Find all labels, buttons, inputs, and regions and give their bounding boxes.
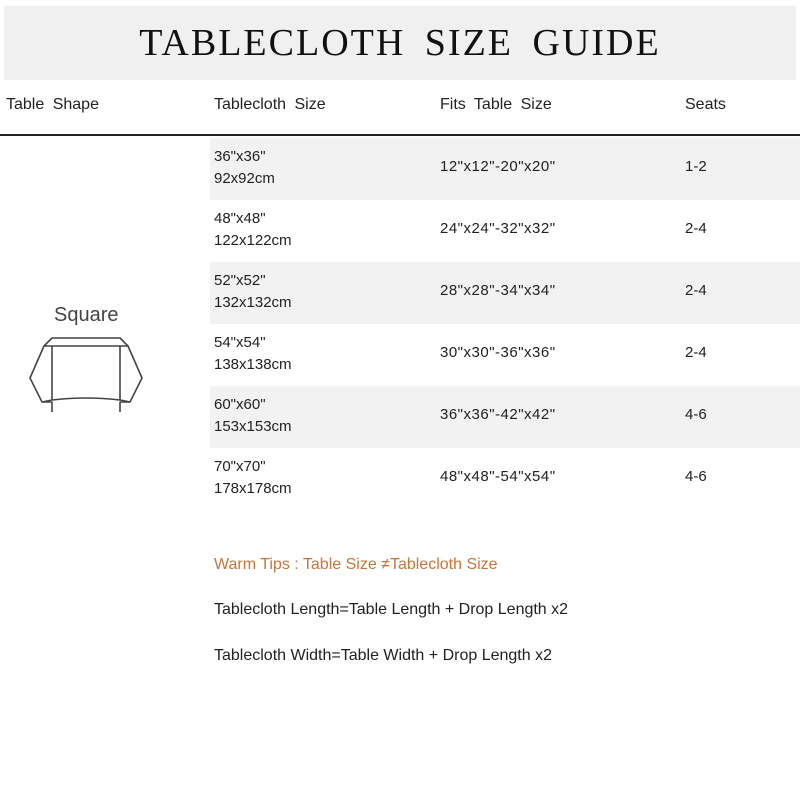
- header-seats: Seats: [685, 96, 726, 113]
- tablecloth-size-cell: [214, 208, 292, 252]
- size-cm: 132x132cm: [214, 294, 292, 311]
- size-inches: 70"x70": [214, 458, 266, 475]
- warm-tip: Warm Tips : Table Size ≠Tablecloth Size: [214, 556, 498, 573]
- seats-cell: 2-4: [685, 344, 707, 361]
- size-inches: 52"x52": [214, 272, 266, 289]
- seats-cell: 4-6: [685, 406, 707, 423]
- fits-table-size-cell: 12"x12"-20"x20": [440, 158, 556, 175]
- tablecloth-size-cell: [214, 394, 292, 438]
- seats-cell: 2-4: [685, 220, 707, 237]
- table-row: [210, 386, 800, 448]
- size-cm: 92x92cm: [214, 170, 275, 187]
- header-divider: [0, 134, 800, 136]
- size-cm: 122x122cm: [214, 232, 292, 249]
- fits-table-size-cell: 30"x30"-36"x36": [440, 344, 556, 361]
- header-tablecloth-size: Tablecloth Size: [214, 96, 326, 113]
- fits-table-size-cell: 36"x36"-42"x42": [440, 406, 556, 423]
- size-inches: 48"x48": [214, 210, 266, 227]
- seats-cell: 1-2: [685, 158, 707, 175]
- header-fits-table-size: Fits Table Size: [440, 96, 552, 113]
- tablecloth-size-cell: [214, 332, 292, 376]
- table-row: [210, 200, 800, 262]
- table-row: [210, 262, 800, 324]
- table-row: [210, 448, 800, 510]
- size-cm: 153x153cm: [214, 418, 292, 435]
- shape-label: Square: [54, 304, 119, 326]
- seats-cell: 4-6: [685, 468, 707, 485]
- size-inches: 60"x60": [214, 396, 266, 413]
- square-tablecloth-icon: [24, 330, 154, 416]
- width-formula: Tablecloth Width=Table Width + Drop Length x2: [214, 647, 552, 664]
- size-inches: 54"x54": [214, 334, 266, 351]
- page-title: TABLECLOTH SIZE GUIDE: [139, 22, 661, 64]
- fits-table-size-cell: 24"x24"-32"x32": [440, 220, 556, 237]
- header-table-shape: Table Shape: [6, 96, 99, 113]
- tablecloth-size-cell: [214, 270, 292, 314]
- tablecloth-size-cell: [214, 456, 292, 500]
- size-cm: 138x138cm: [214, 356, 292, 373]
- length-formula: Tablecloth Length=Table Length + Drop Length x2: [214, 601, 569, 618]
- table-row: [210, 324, 800, 386]
- size-inches: 36"x36": [214, 148, 266, 165]
- fits-table-size-cell: 28"x28"-34"x34": [440, 282, 556, 299]
- fits-table-size-cell: 48"x48"-54"x54": [440, 468, 556, 485]
- seats-cell: 2-4: [685, 282, 707, 299]
- tablecloth-size-cell: [214, 146, 275, 190]
- title-band: [4, 6, 796, 80]
- table-row: [210, 138, 800, 200]
- size-cm: 178x178cm: [214, 480, 292, 497]
